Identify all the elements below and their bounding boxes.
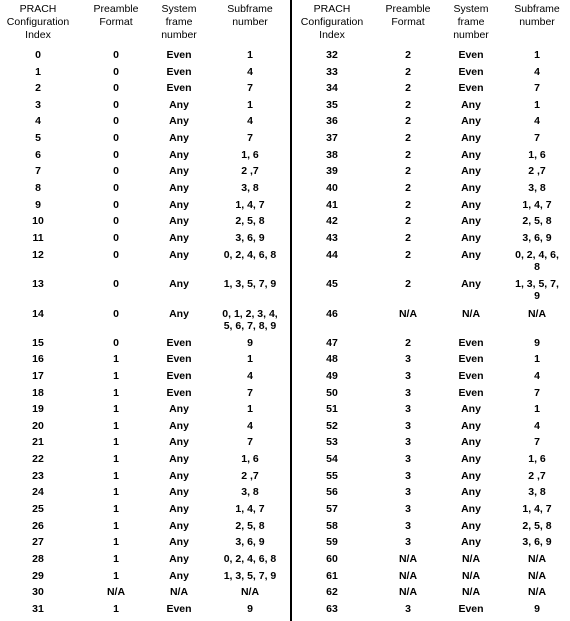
cell-idx: 46 [326, 308, 338, 320]
cell-idx: 3 [35, 99, 41, 111]
cell-sfn: Any [461, 99, 481, 111]
cell-sub: 4 [247, 420, 253, 432]
cell-fmt: N/A [398, 308, 418, 320]
cell-idx: 10 [32, 215, 44, 227]
cell-sfn: Any [169, 520, 189, 532]
cell-sfn: Any [169, 249, 189, 261]
cell-sfn: Any [461, 132, 481, 144]
cell-sub: 7 [534, 387, 540, 399]
cell-fmt: 2 [405, 115, 411, 127]
cell-sfn: Any [169, 132, 189, 144]
cell-sfn: Any [169, 570, 189, 582]
cell-fmt: 0 [113, 165, 119, 177]
cell-sub: 1, 3, 5, 7, 9 [515, 278, 559, 302]
cell-sfn: Even [166, 49, 192, 61]
cell-sub: 1 [534, 403, 540, 415]
cell-sfn: Any [169, 553, 189, 565]
cell-idx: 13 [32, 278, 44, 290]
cell-sfn: Even [166, 337, 192, 349]
cell-idx: 22 [32, 453, 44, 465]
cell-idx: 39 [326, 165, 338, 177]
cell-idx: 34 [326, 82, 338, 94]
cell-sfn: Any [169, 115, 189, 127]
cell-sfn: Even [166, 603, 192, 615]
cell-fmt: N/A [398, 553, 418, 565]
cell-idx: 57 [326, 503, 338, 515]
cell-sfn: Any [169, 232, 189, 244]
cell-idx: 42 [326, 215, 338, 227]
cell-idx: 21 [32, 436, 44, 448]
cell-sub: 1, 3, 5, 7, 9 [223, 570, 277, 582]
cell-fmt: 2 [405, 249, 411, 261]
cell-sub: 0, 2, 4, 6, 8 [223, 249, 277, 261]
cell-idx: 35 [326, 99, 338, 111]
cell-fmt: 3 [405, 503, 411, 515]
cell-idx: 51 [326, 403, 338, 415]
cell-sub: 1, 4, 7 [235, 199, 265, 211]
cell-idx: 52 [326, 420, 338, 432]
cell-fmt: 0 [113, 182, 119, 194]
cell-sfn: N/A [169, 586, 189, 598]
cell-idx: 41 [326, 199, 338, 211]
cell-idx: 61 [326, 570, 338, 582]
cell-sub: 1, 6 [528, 149, 546, 161]
cell-fmt: 1 [113, 486, 119, 498]
cell-sub: 1, 4, 7 [522, 503, 552, 515]
cell-sfn: Any [169, 536, 189, 548]
cell-sub: 9 [247, 337, 253, 349]
cell-sfn: Any [169, 165, 189, 177]
cell-sub: 1, 6 [241, 453, 259, 465]
cell-sfn: Any [461, 182, 481, 194]
cell-sfn: Any [169, 99, 189, 111]
cell-sub: 7 [247, 436, 253, 448]
header-subframe: Subframe number [227, 3, 273, 28]
cell-sub: 2, 5, 8 [522, 520, 552, 532]
cell-sfn: Any [169, 436, 189, 448]
cell-idx: 56 [326, 486, 338, 498]
header-index: PRACH Configuration Index [6, 3, 70, 41]
cell-sfn: Any [461, 453, 481, 465]
cell-sfn: Even [458, 370, 484, 382]
cell-idx: 62 [326, 586, 338, 598]
cell-fmt: 1 [113, 503, 119, 515]
cell-fmt: 0 [113, 82, 119, 94]
cell-sfn: Any [461, 420, 481, 432]
cell-idx: 38 [326, 149, 338, 161]
cell-fmt: 3 [405, 403, 411, 415]
cell-fmt: 1 [113, 520, 119, 532]
header-index: PRACH Configuration Index [300, 3, 364, 41]
cell-sub: 1, 4, 7 [235, 503, 265, 515]
cell-idx: 17 [32, 370, 44, 382]
cell-sub: 1 [247, 49, 253, 61]
cell-idx: 54 [326, 453, 338, 465]
cell-sub: 4 [534, 420, 540, 432]
cell-idx: 20 [32, 420, 44, 432]
cell-fmt: 3 [405, 603, 411, 615]
cell-sfn: Any [169, 182, 189, 194]
cell-sub: 1 [247, 99, 253, 111]
cell-sub: 7 [247, 82, 253, 94]
cell-fmt: 1 [113, 603, 119, 615]
cell-sub: 9 [534, 603, 540, 615]
cell-sub: 7 [247, 387, 253, 399]
cell-idx: 9 [35, 199, 41, 211]
cell-fmt: 0 [113, 149, 119, 161]
cell-idx: 7 [35, 165, 41, 177]
cell-idx: 44 [326, 249, 338, 261]
cell-fmt: 0 [113, 132, 119, 144]
cell-idx: 45 [326, 278, 338, 290]
cell-sub: 3, 6, 9 [522, 536, 552, 548]
cell-sfn: Any [461, 520, 481, 532]
cell-sfn: N/A [461, 570, 481, 582]
cell-sub: 2 ,7 [241, 470, 259, 482]
cell-fmt: 2 [405, 149, 411, 161]
cell-fmt: 0 [113, 249, 119, 261]
cell-idx: 27 [32, 536, 44, 548]
cell-fmt: 3 [405, 353, 411, 365]
cell-fmt: 2 [405, 182, 411, 194]
cell-fmt: 2 [405, 82, 411, 94]
cell-sub: 3, 6, 9 [235, 536, 265, 548]
cell-idx: 23 [32, 470, 44, 482]
cell-fmt: 2 [405, 232, 411, 244]
cell-sfn: Even [166, 82, 192, 94]
cell-sub: 4 [247, 115, 253, 127]
cell-sub: 1, 3, 5, 7, 9 [223, 278, 277, 290]
cell-fmt: 1 [113, 403, 119, 415]
cell-fmt: 1 [113, 370, 119, 382]
cell-fmt: 0 [113, 232, 119, 244]
cell-idx: 50 [326, 387, 338, 399]
cell-sub: 9 [534, 337, 540, 349]
cell-sfn: Any [461, 165, 481, 177]
cell-sfn: Even [458, 353, 484, 365]
header-format: Preamble Format [385, 3, 431, 28]
cell-sub: 4 [534, 66, 540, 78]
cell-fmt: 2 [405, 165, 411, 177]
cell-idx: 26 [32, 520, 44, 532]
cell-sfn: Any [461, 536, 481, 548]
cell-fmt: 3 [405, 536, 411, 548]
cell-idx: 59 [326, 536, 338, 548]
cell-idx: 58 [326, 520, 338, 532]
cell-idx: 6 [35, 149, 41, 161]
cell-sub: 3, 6, 9 [522, 232, 552, 244]
cell-sub: 1 [534, 99, 540, 111]
cell-idx: 31 [32, 603, 44, 615]
cell-sub: 3, 6, 9 [235, 232, 265, 244]
cell-sub: N/A [527, 586, 547, 598]
cell-idx: 53 [326, 436, 338, 448]
header-format: Preamble Format [93, 3, 139, 28]
cell-sfn: Even [458, 337, 484, 349]
cell-idx: 43 [326, 232, 338, 244]
cell-fmt: 3 [405, 520, 411, 532]
cell-fmt: 1 [113, 436, 119, 448]
cell-sub: 9 [247, 603, 253, 615]
cell-fmt: 2 [405, 132, 411, 144]
cell-idx: 12 [32, 249, 44, 261]
cell-sfn: Even [166, 370, 192, 382]
cell-idx: 1 [35, 66, 41, 78]
cell-sfn: Even [458, 66, 484, 78]
cell-sub: 3, 8 [528, 182, 546, 194]
cell-sub: 2, 5, 8 [235, 215, 265, 227]
cell-sub: 2 ,7 [528, 165, 546, 177]
cell-fmt: 3 [405, 453, 411, 465]
cell-fmt: 1 [113, 453, 119, 465]
cell-fmt: N/A [398, 586, 418, 598]
cell-fmt: 1 [113, 570, 119, 582]
cell-fmt: 0 [113, 278, 119, 290]
cell-sub: 7 [247, 132, 253, 144]
cell-sfn: Any [461, 115, 481, 127]
cell-sfn: Any [461, 199, 481, 211]
cell-sfn: Any [461, 149, 481, 161]
cell-idx: 63 [326, 603, 338, 615]
header-sfn: System frame number [161, 3, 197, 41]
cell-sub: 7 [534, 132, 540, 144]
cell-idx: 19 [32, 403, 44, 415]
cell-sfn: Even [458, 82, 484, 94]
cell-idx: 25 [32, 503, 44, 515]
cell-sub: 3, 8 [528, 486, 546, 498]
cell-fmt: 1 [113, 387, 119, 399]
cell-fmt: 2 [405, 199, 411, 211]
cell-sfn: Any [169, 199, 189, 211]
cell-idx: 8 [35, 182, 41, 194]
cell-sub: 3, 8 [241, 486, 259, 498]
cell-fmt: 0 [113, 215, 119, 227]
cell-sfn: Any [169, 420, 189, 432]
header-sfn: System frame number [453, 3, 489, 41]
cell-fmt: 1 [113, 470, 119, 482]
cell-sfn: Any [461, 503, 481, 515]
cell-sfn: Any [169, 308, 189, 320]
cell-sfn: Even [458, 603, 484, 615]
cell-sub: 3, 8 [241, 182, 259, 194]
cell-idx: 4 [35, 115, 41, 127]
cell-sfn: Any [461, 215, 481, 227]
cell-sfn: Even [166, 353, 192, 365]
cell-idx: 36 [326, 115, 338, 127]
cell-sfn: Any [169, 403, 189, 415]
cell-fmt: 3 [405, 387, 411, 399]
cell-sfn: Even [166, 387, 192, 399]
header-subframe: Subframe number [514, 3, 560, 28]
cell-fmt: 2 [405, 278, 411, 290]
cell-sub: 7 [534, 436, 540, 448]
cell-idx: 11 [32, 232, 44, 244]
cell-sfn: Any [461, 249, 481, 261]
cell-idx: 37 [326, 132, 338, 144]
cell-sub: 4 [534, 370, 540, 382]
cell-fmt: 0 [113, 49, 119, 61]
cell-fmt: 1 [113, 420, 119, 432]
cell-fmt: N/A [398, 570, 418, 582]
cell-fmt: 0 [113, 99, 119, 111]
cell-sub: N/A [240, 586, 260, 598]
cell-sfn: Even [458, 387, 484, 399]
cell-idx: 33 [326, 66, 338, 78]
cell-fmt: 2 [405, 49, 411, 61]
cell-idx: 30 [32, 586, 44, 598]
cell-fmt: 0 [113, 337, 119, 349]
cell-sfn: Any [461, 403, 481, 415]
cell-fmt: 0 [113, 115, 119, 127]
cell-idx: 55 [326, 470, 338, 482]
cell-idx: 29 [32, 570, 44, 582]
cell-sub: 0, 2, 4, 6, 8 [223, 553, 277, 565]
cell-idx: 32 [326, 49, 338, 61]
cell-fmt: 2 [405, 215, 411, 227]
cell-fmt: 3 [405, 470, 411, 482]
cell-sfn: Any [169, 503, 189, 515]
cell-fmt: 3 [405, 420, 411, 432]
cell-idx: 24 [32, 486, 44, 498]
cell-sub: N/A [527, 553, 547, 565]
cell-fmt: 1 [113, 353, 119, 365]
cell-sfn: Any [169, 215, 189, 227]
cell-sub: 4 [534, 115, 540, 127]
cell-sfn: N/A [461, 553, 481, 565]
cell-sfn: Any [461, 486, 481, 498]
cell-fmt: 2 [405, 337, 411, 349]
cell-fmt: 2 [405, 99, 411, 111]
cell-sfn: Any [461, 232, 481, 244]
cell-idx: 16 [32, 353, 44, 365]
cell-sfn: Any [169, 149, 189, 161]
cell-idx: 28 [32, 553, 44, 565]
cell-idx: 48 [326, 353, 338, 365]
cell-sub: 4 [247, 66, 253, 78]
cell-sub: N/A [527, 308, 547, 320]
cell-fmt: 1 [113, 553, 119, 565]
cell-fmt: 3 [405, 486, 411, 498]
cell-sfn: Any [169, 453, 189, 465]
cell-sfn: Any [169, 278, 189, 290]
cell-fmt: N/A [106, 586, 126, 598]
cell-sub: 1, 6 [528, 453, 546, 465]
cell-idx: 0 [35, 49, 41, 61]
cell-fmt: 0 [113, 199, 119, 211]
cell-fmt: 3 [405, 436, 411, 448]
cell-sfn: Any [461, 278, 481, 290]
cell-sub: 7 [534, 82, 540, 94]
cell-sub: 1, 6 [241, 149, 259, 161]
cell-idx: 15 [32, 337, 44, 349]
cell-idx: 47 [326, 337, 338, 349]
cell-sfn: Any [461, 470, 481, 482]
cell-sfn: Any [461, 436, 481, 448]
cell-sub: 0, 1, 2, 3, 4, 5, 6, 7, 8, 9 [222, 308, 278, 332]
cell-sub: 2, 5, 8 [235, 520, 265, 532]
cell-sub: 1, 4, 7 [522, 199, 552, 211]
cell-sub: 1 [247, 403, 253, 415]
cell-sub: 1 [534, 49, 540, 61]
cell-sfn: Even [166, 66, 192, 78]
cell-idx: 5 [35, 132, 41, 144]
cell-sub: N/A [527, 570, 547, 582]
cell-idx: 14 [32, 308, 44, 320]
cell-idx: 49 [326, 370, 338, 382]
cell-idx: 18 [32, 387, 44, 399]
cell-idx: 60 [326, 553, 338, 565]
cell-sub: 2 ,7 [528, 470, 546, 482]
cell-sub: 2, 5, 8 [522, 215, 552, 227]
cell-sfn: N/A [461, 586, 481, 598]
cell-idx: 2 [35, 82, 41, 94]
cell-sub: 1 [534, 353, 540, 365]
cell-sfn: Even [458, 49, 484, 61]
cell-idx: 40 [326, 182, 338, 194]
cell-sub: 0, 2, 4, 6, 8 [515, 249, 559, 273]
cell-sub: 1 [247, 353, 253, 365]
cell-fmt: 0 [113, 66, 119, 78]
cell-sfn: Any [169, 486, 189, 498]
cell-sfn: N/A [461, 308, 481, 320]
cell-fmt: 2 [405, 66, 411, 78]
cell-fmt: 3 [405, 370, 411, 382]
cell-fmt: 0 [113, 308, 119, 320]
cell-fmt: 1 [113, 536, 119, 548]
cell-sfn: Any [169, 470, 189, 482]
cell-sub: 2 ,7 [241, 165, 259, 177]
cell-sub: 4 [247, 370, 253, 382]
